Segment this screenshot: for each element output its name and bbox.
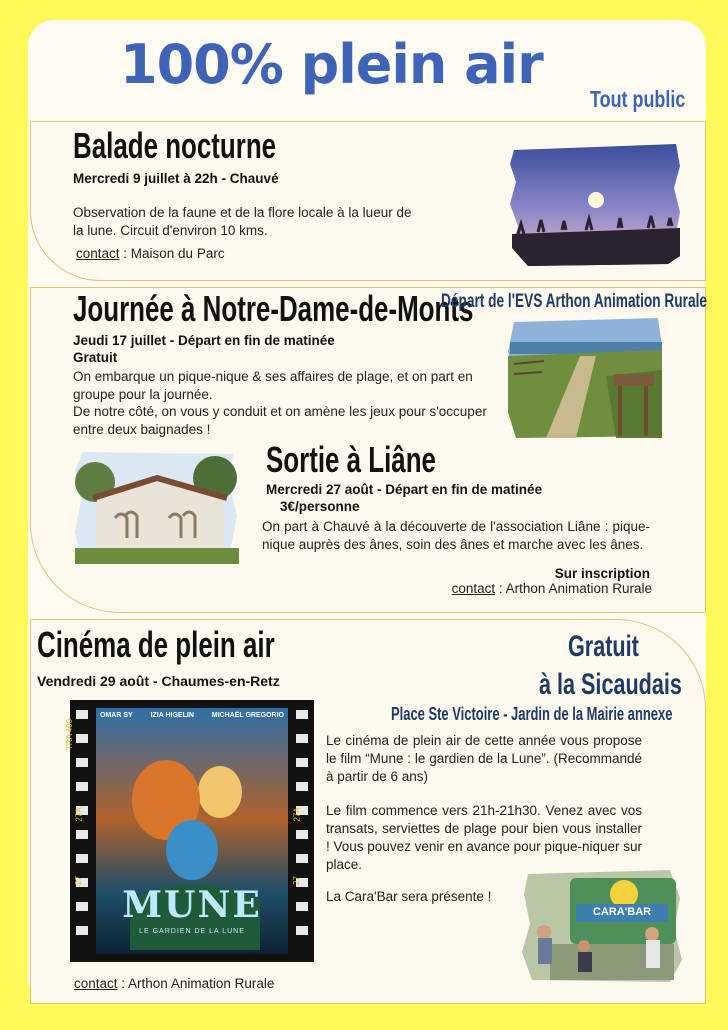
event-description-beach-day-1: On embarque un pique-nique & ses affaires de plage, et on part en groupe pour la journée. [73,369,473,402]
film-strip-mark: 27 [73,876,83,885]
event-title-liane: Sortie à Liâne [266,439,436,480]
event-date-beach-day: Jeudi 17 juillet - Départ en fin de matinée [73,333,335,348]
event-contact-night-walk [76,245,225,263]
event-description-cinema-3: La Cara'Bar sera présente ! [326,889,492,904]
poster-cast-name: OMAR SY [100,712,133,719]
carabar-photo [520,868,684,984]
contact-link[interactable]: contact [76,246,120,261]
event-title-night-walk: Balade nocturne [73,125,277,166]
event-date-cinema: Vendredi 29 août - Chaumes-en-Retz [37,673,280,689]
event-price-beach-day: Gratuit [73,350,118,365]
poster-film-title: MUNE [122,884,262,926]
poster-cast-name: MICHAËL GREGORIO [211,712,284,719]
film-strip-mark: 27 [291,876,301,885]
poster-cast [100,712,284,719]
event-description-liane: On part à Chauvé à la découverte de l'association Liâne : pique-nique auprès des ânes, soin des ânes et marche avec les ânes. [262,519,650,552]
film-strip-mark: 27A [74,807,84,822]
event-title-cinema: Cinéma de plein air [37,624,275,665]
event-location-cinema: Place Ste Victoire - Jardin de la Mairie annexe [391,704,673,724]
event-title-beach-day: Journée à Notre-Dame-de-Monts [73,288,474,329]
contact-link[interactable]: contact [451,581,496,596]
event-price-cinema: Gratuit [568,630,639,663]
film-strip-mark: 27A [292,807,302,822]
event-contact-cinema [74,975,274,993]
registration-note: Sur inscription [554,566,650,581]
movie-poster [65,700,314,962]
event-description-night-walk: Observation de la faune et de la flore locale à la lueur de la lune. Circuit d'environ 10 kms. [73,205,412,238]
contact-link[interactable]: contact [74,976,118,991]
film-strip-mark: TRA 400 [65,718,75,751]
beach-path-photo [506,316,664,440]
donkey-farm-photo [73,448,239,566]
contact-value: : Maison du Parc [119,246,225,261]
poster-cast-name: IZIA HIGELIN [150,712,194,719]
event-description-cinema-2: Le film commence vers 21h-21h30. Venez avec vos transats, serviettes de plage pour bien vous installer ! Vous pouvez venir en avance pour pique-niquer sur place. [326,803,642,872]
night-moon-photo [508,138,682,268]
event-date-night-walk: Mercredi 9 juillet à 22h - Chauvé [73,171,279,186]
departure-note: Départ de l'EVS Arthon Animation Rurale [441,291,707,312]
carabar-sign: CARA'BAR [592,906,652,918]
event-contact-liane [452,580,652,598]
page-title: 100% plein air [120,33,543,96]
contact-value: : Arthon Animation Rurale [117,976,275,991]
event-description-beach-day-2: De notre côté, on vous y conduit et on amène les jeux pour s'occuper entre deux baignades ! [73,404,487,437]
event-place-cinema: à la Sicaudais [539,668,682,701]
contact-value: : Arthon Animation Rurale [495,581,652,596]
event-description-cinema-1: Le cinéma de plein air de cette année vous propose le film “Mune : le gardien de la Lune”. (Recommandé à partir de 6 ans) [326,733,642,784]
event-date-liane: Mercredi 27 août - Départ en fin de matinée [266,482,543,497]
poster-film-subtitle: LE GARDIEN DE LA LUNE [139,928,245,935]
audience-label: Tout public [590,86,686,112]
event-price-liane: 3€/personne [280,499,360,514]
